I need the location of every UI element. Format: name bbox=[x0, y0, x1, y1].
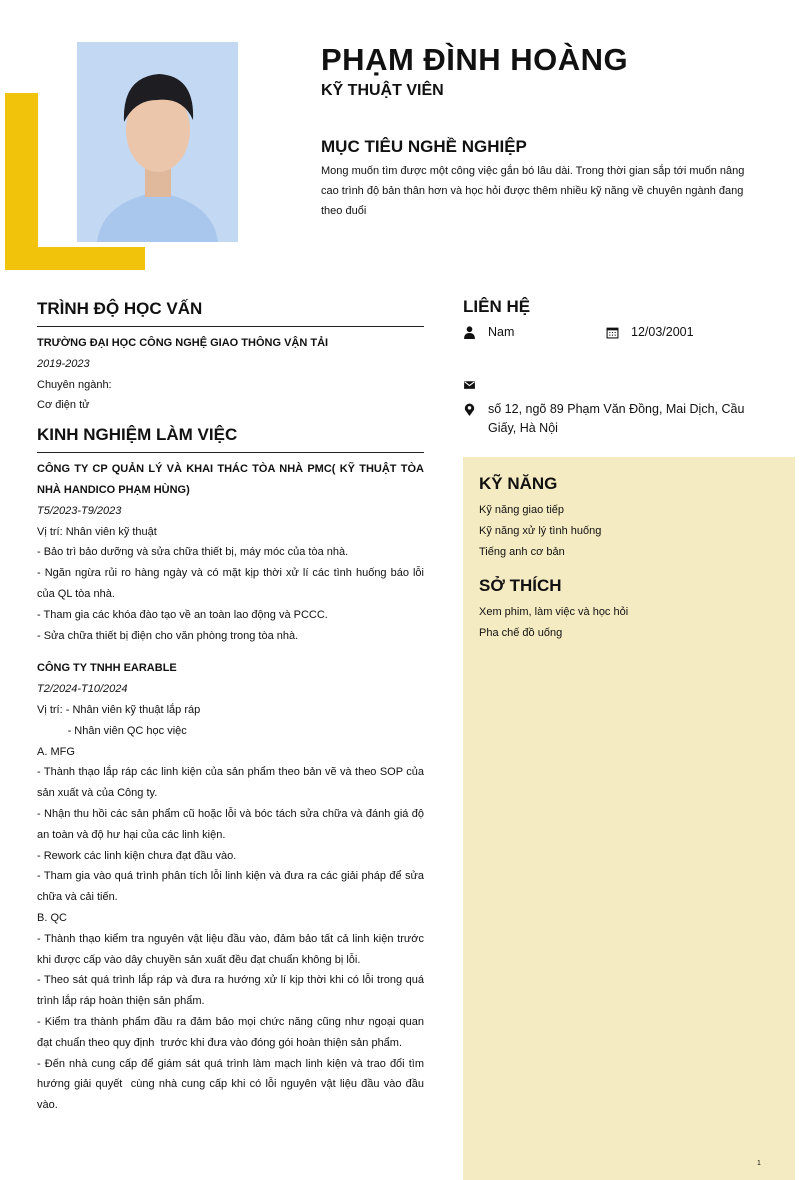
skill-item: Kỹ năng xử lý tình huống bbox=[479, 525, 602, 537]
gender-row bbox=[463, 323, 514, 342]
experience-heading: KINH NGHIỆM LÀM VIỆC bbox=[37, 424, 424, 453]
calendar-icon bbox=[606, 326, 619, 339]
accent-bar-horizontal bbox=[5, 247, 145, 270]
accent-bar-vertical bbox=[5, 93, 38, 270]
profile-photo bbox=[77, 42, 238, 242]
job-detail: - Bảo trì bảo dưỡng và sửa chữa thiết bị, máy móc của tòa nhà. bbox=[37, 546, 349, 559]
job-detail: - Sửa chữa thiết bị điện cho văn phòng trong tòa nhà. bbox=[37, 629, 299, 642]
job-period: T2/2024-T10/2024 bbox=[37, 683, 128, 696]
dob-row bbox=[606, 323, 694, 342]
job-detail: A. MFG bbox=[37, 745, 75, 758]
job-detail: - Kiểm tra thành phẩm đầu ra đảm bảo mọi chức năng cũng như ngoại quan đạt chuẩn theo quy định trước khi đưa vào đóng gói hoàn thiện sản phẩm. bbox=[37, 1015, 428, 1049]
job-detail: - Rework các linh kiện chưa đạt đầu vào. bbox=[37, 849, 237, 862]
job-detail: - Tham gia vào quá trình phân tích lỗi linh kiện và đưa ra các giải pháp để sửa chữa và cải tiến. bbox=[37, 870, 428, 904]
address: số 12, ngõ 89 Phạm Văn Đồng, Mai Dịch, Cầu Giấy, Hà Nội bbox=[488, 402, 745, 435]
job-detail: - Ngăn ngừa rủi ro hàng ngày và có mặt kịp thời xử lí các tình huống báo lỗi của QL tòa nhà. bbox=[37, 567, 428, 600]
skills-heading: KỸ NĂNG bbox=[479, 474, 558, 493]
skill-item: Kỹ năng giao tiếp bbox=[479, 504, 565, 516]
hobbies-heading: SỞ THÍCH bbox=[479, 576, 562, 595]
candidate-name: PHẠM ĐÌNH HOÀNG bbox=[321, 42, 629, 77]
left-column bbox=[37, 298, 428, 1116]
major-label: Chuyên ngành: bbox=[37, 378, 112, 391]
education-period: 2019-2023 bbox=[37, 357, 90, 370]
job-detail: - Nhận thu hồi các sản phẩm cũ hoặc lỗi và bóc tách sửa chữa và đánh giá độ an toàn và độ hư hại của các linh kiện. bbox=[37, 807, 428, 841]
objective-heading: MỤC TIÊU NGHỀ NGHIỆP bbox=[321, 137, 527, 156]
job-detail: Vị trí: - Nhân viên kỹ thuật lắp ráp bbox=[37, 703, 201, 716]
skills-list bbox=[479, 500, 601, 563]
hobby-item: Pha chế đồ uống bbox=[479, 627, 563, 639]
job-period: T5/2023-T9/2023 bbox=[37, 504, 122, 517]
company-name: CÔNG TY CP QUẢN LÝ VÀ KHAI THÁC TÒA NHÀ PMC( KỸ THUẬT TÒA NHÀ HANDICO PHẠM HÙNG) bbox=[37, 463, 428, 496]
mail-icon bbox=[463, 378, 476, 391]
job-detail: - Thành thạo lắp ráp các linh kiện của sản phẩm theo bản vẽ và theo SOP của sản xuất và của Công ty. bbox=[37, 766, 428, 800]
job-detail: B. QC bbox=[37, 911, 67, 924]
job-detail: - Đến nhà cung cấp để giám sát quá trình làm mạch linh kiện và trao đổi tìm hướng giải quyết cùng nhà cung cấp khi có lỗi nguyên vật liệu đầu vào đầu vào. bbox=[37, 1057, 428, 1112]
job-detail: Vị trí: Nhân viên kỹ thuật bbox=[37, 525, 157, 538]
objective-text: Mong muốn tìm được một công việc gắn bó lâu dài. Trong thời gian sắp tới muốn nâng cao trình độ bản thân hơn và học hỏi được thêm nhiều kỹ năng về chuyên ngành đang theo đuổi bbox=[321, 165, 745, 217]
location-pin-icon bbox=[463, 403, 476, 416]
sidebar-panel bbox=[463, 457, 795, 1180]
education-heading: TRÌNH ĐỘ HỌC VẤN bbox=[37, 298, 424, 327]
hobby-item: Xem phim, làm việc và học hỏi bbox=[479, 606, 629, 618]
job-detail: - Tham gia các khóa đào tạo về an toàn lao động và PCCC. bbox=[37, 608, 328, 621]
contact-heading: LIÊN HỆ bbox=[463, 297, 531, 316]
job-entry bbox=[37, 646, 428, 1116]
major: Cơ điện tử bbox=[37, 399, 90, 412]
date-of-birth: 12/03/2001 bbox=[631, 325, 694, 339]
job-detail: - Nhân viên QC học việc bbox=[37, 724, 187, 737]
skill-item: Tiếng anh cơ bản bbox=[479, 546, 565, 558]
hobbies-list bbox=[479, 602, 628, 644]
gender: Nam bbox=[488, 325, 515, 339]
job-detail: - Theo sát quá trình lắp ráp và đưa ra hướng xử lí kịp thời khi có lỗi trong quá trình lắp ráp hoàn thiện sản phẩm. bbox=[37, 974, 428, 1008]
page-number: 1 bbox=[757, 1160, 761, 1167]
person-icon bbox=[463, 326, 476, 339]
email-row bbox=[463, 375, 476, 391]
job-title: KỸ THUẬT VIÊN bbox=[321, 82, 444, 99]
job-entry bbox=[37, 459, 428, 646]
address-row bbox=[463, 400, 763, 438]
company-name: CÔNG TY TNHH EARABLE bbox=[37, 662, 177, 675]
job-detail: - Thành thạo kiểm tra nguyên vật liệu đầu vào, đảm bảo tất cả linh kiện trước khi được cấp vào dây chuyền sản xuất đều đạt chuẩn không bị lỗi. bbox=[37, 932, 428, 966]
school-name: TRƯỜNG ĐẠI HỌC CÔNG NGHỆ GIAO THÔNG VẬN TẢI bbox=[37, 337, 329, 349]
